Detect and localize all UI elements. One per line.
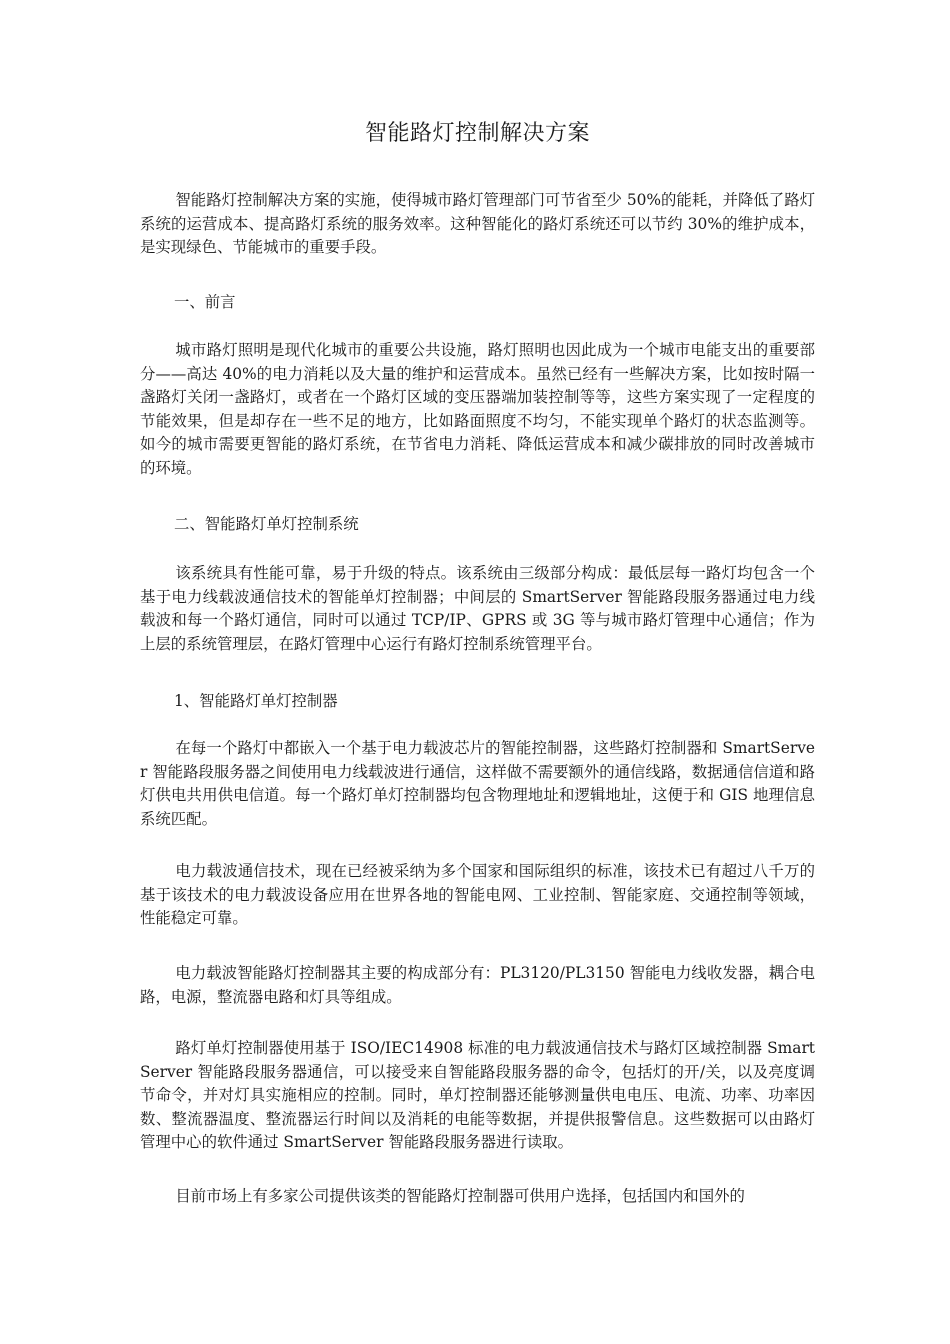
preface-paragraph: 城市路灯照明是现代化城市的重要公共设施，路灯照明也因此成为一个城市电能支出的重要部分——高达 40%的电力消耗以及大量的维护和运营成本。虽然已经有一些解决方案，比如按时隔一盏路灯关闭一盏路灯，或者在一个路灯区域的变压器端加装控制等等，这些方案实现了一定程度的节能效果，但是却存在一些不足的地方，比如路面照度不均匀，不能实现单个路灯的状态监测等。如今的城市需要更智能的路灯系统，在节省电力消耗、降低运营成本和减少碳排放的同时改善城市的环境。 xyxy=(140,341,815,477)
controller-paragraph-3: 电力载波智能路灯控制器其主要的构成部分有：PL3120/PL3150 智能电力线收发器，耦合电路，电源，整流器电路和灯具等组成。 xyxy=(140,964,815,1006)
section-heading-preface: 一、前言 xyxy=(174,293,236,311)
document-title: 智能路灯控制解决方案 xyxy=(364,121,590,146)
controller-paragraph-4: 路灯单灯控制器使用基于 ISO/IEC14908 标准的电力载波通信技术与路灯区域控制器 SmartServer 智能路段服务器通信，可以接受来自智能路段服务器的命令，包括灯的开/关，以及亮度调节命令，并对灯具实施相应的控制。同时，单灯控制器还能够测量供电电压、电流、功率、功率因数、整流器温度、整流器运行时间以及消耗的电能等数据，并提供报警信息。这些数据可以由路灯管理中心的软件通过 SmartServer 智能路段服务器进行读取。 xyxy=(140,1039,815,1151)
section-heading-system: 二、智能路灯单灯控制系统 xyxy=(174,515,359,533)
intro-paragraph: 智能路灯控制解决方案的实施，使得城市路灯管理部门可节省至少 50%的能耗，并降低了路灯系统的运营成本、提高路灯系统的服务效率。这种智能化的路灯系统还可以节约 30%的维护成本，是实现绿色、节能城市的重要手段。 xyxy=(140,191,815,256)
controller-paragraph-1: 在每一个路灯中都嵌入一个基于电力载波芯片的智能控制器，这些路灯控制器和 SmartServer 智能路段服务器之间使用电力线载波进行通信，这样做不需要额外的通信线路，数据通信信道和路灯供电共用供电信道。每一个路灯单灯控制器均包含物理地址和逻辑地址，这便于和 GIS 地理信息系统匹配。 xyxy=(140,739,815,828)
system-paragraph: 该系统具有性能可靠，易于升级的特点。该系统由三级部分构成：最低层每一路灯均包含一个基于电力线载波通信技术的智能单灯控制器；中间层的 SmartServer 智能路段服务器通过电力线载波和每一个路灯通信，同时可以通过 TCP/IP、GPRS 或 3G 等与城市路灯管理中心通信；作为上层的系统管理层，在路灯管理中心运行有路灯控制系统管理平台。 xyxy=(140,564,815,653)
market-paragraph: 目前市场上有多家公司提供该类的智能路灯控制器可供用户选择，包括国内和国外的 xyxy=(175,1187,745,1205)
subsection-heading-controller: 1、智能路灯单灯控制器 xyxy=(174,692,338,710)
controller-paragraph-2: 电力载波通信技术，现在已经被采纳为多个国家和国际组织的标准，该技术已有超过八千万的基于该技术的电力载波设备应用在世界各地的智能电网、工业控制、智能家庭、交通控制等领域，性能稳定可靠。 xyxy=(140,862,815,927)
